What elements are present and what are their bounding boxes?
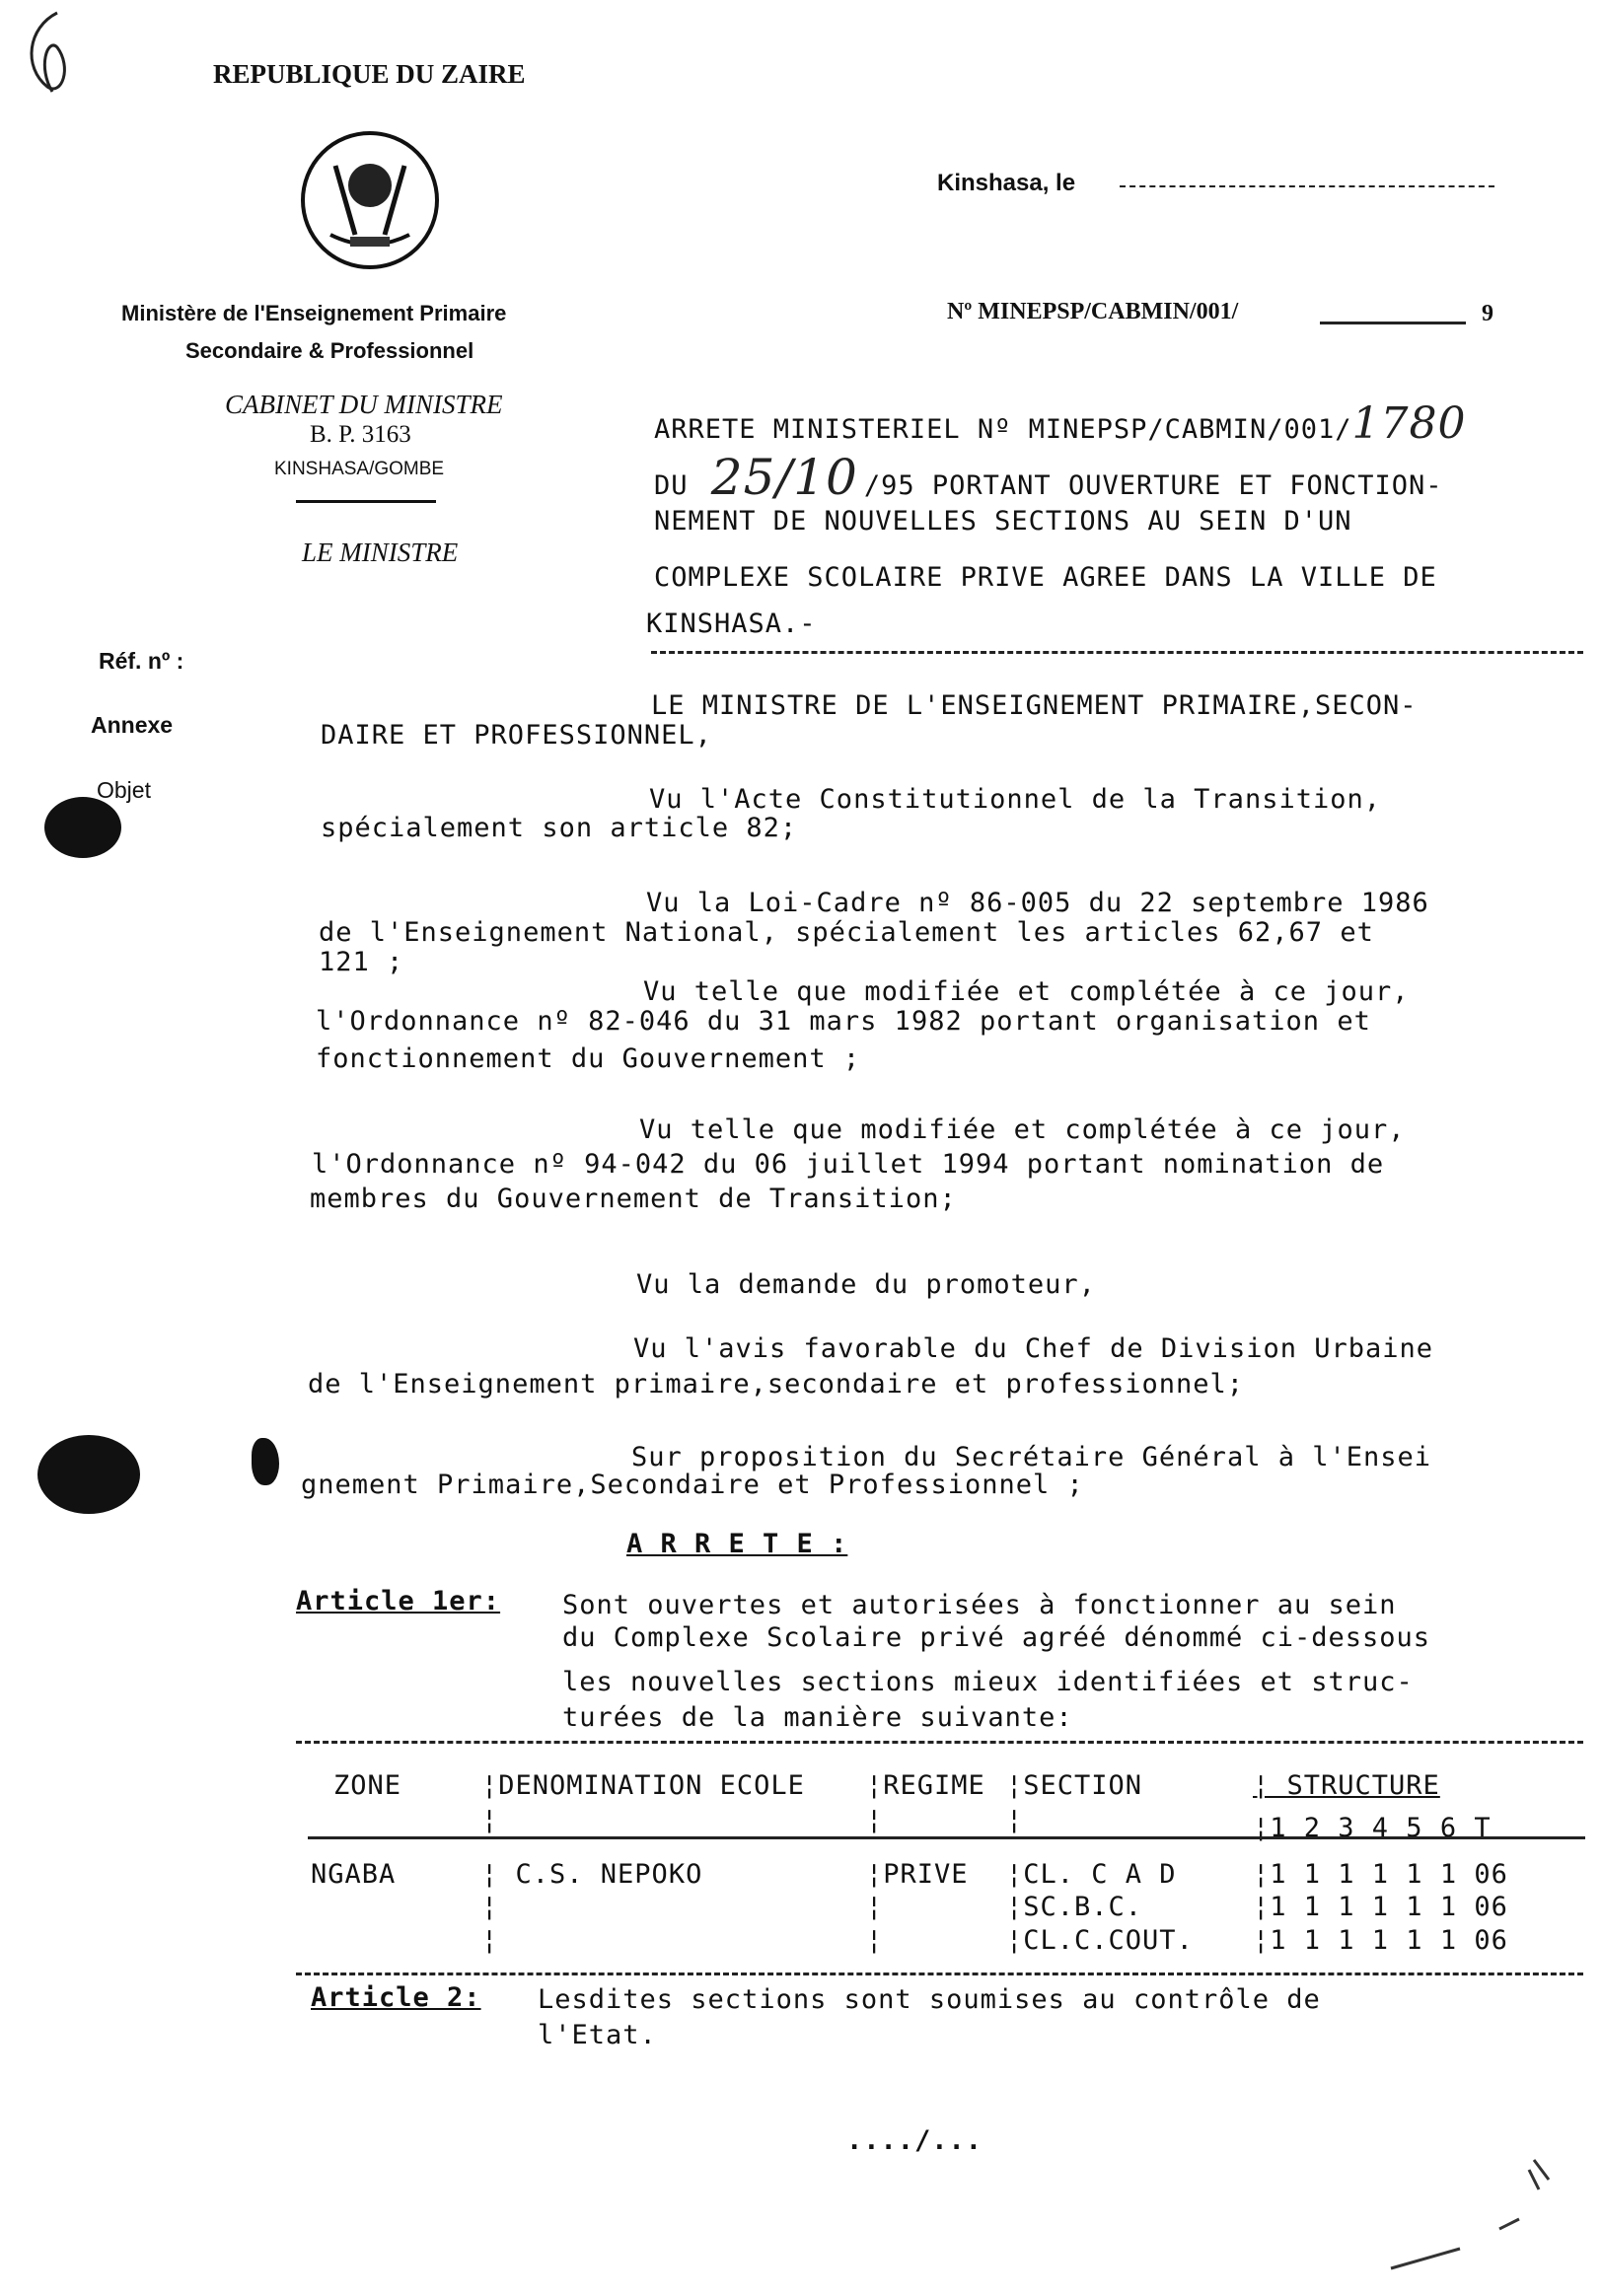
vu6-line-2: de l'Enseignement primaire,secondaire et professionnel; [308, 1369, 1245, 1399]
reference-suffix: 9 [1482, 301, 1493, 326]
handwritten-date: 25/10 [710, 449, 858, 506]
arrete-heading: A R R E T E : [626, 1529, 848, 1559]
minister-line-1: LE MINISTRE DE L'ENSEIGNEMENT PRIMAIRE,SECON- [651, 690, 1418, 721]
vu2-line-1: Vu la Loi-Cadre nº 86-005 du 22 septembre 1986 [646, 888, 1429, 918]
title-dashed-rule [651, 651, 1583, 654]
table-row-denomination: ¦ C.S. NEPOKO [481, 1859, 703, 1890]
table-row-structure-text: 1 1 1 1 1 1 06 [1270, 1925, 1508, 1956]
reference-number: Nº MINEPSP/CABMIN/001/ [947, 299, 1239, 324]
margin-scribble-mark [18, 8, 77, 97]
table-top-rule [296, 1741, 1583, 1744]
title-line-4: COMPLEXE SCOLAIRE PRIVE AGREE DANS LA VILLE DE [654, 562, 1437, 593]
structure-subheader: ¦1 2 3 4 5 6 T [1253, 1813, 1492, 1843]
article-1-label: Article 1er: [296, 1586, 501, 1616]
city-label: KINSHASA/GOMBE [274, 459, 445, 479]
vu1-line-2: spécialement son article 82; [321, 813, 798, 843]
proposition-line-2: gnement Primaire,Secondaire et Professionnel ; [301, 1470, 1084, 1500]
article-2-line-2: l'Etat. [538, 2020, 657, 2050]
margin-scribble-mark [1381, 2150, 1578, 2288]
title-line-2-text: /95 PORTANT OUVERTURE ET FONCTION- [863, 470, 1443, 501]
col-divider: ¦ [481, 1892, 499, 1922]
col-divider: ¦ [1006, 1805, 1024, 1835]
table-header-rule [308, 1836, 1585, 1839]
title-line-3: NEMENT DE NOUVELLES SECTIONS AU SEIN D'UN [654, 506, 1352, 537]
table-row-structure-text: 1 1 1 1 1 1 06 [1270, 1859, 1508, 1890]
table-row-structure: ¦1 1 1 1 1 1 06 [1253, 1859, 1508, 1890]
col-divider: ¦ [866, 1892, 884, 1922]
le-ministre-label: LE MINISTRE [302, 538, 459, 567]
ink-blot-mark [44, 797, 121, 858]
title-line-1 [654, 398, 1466, 449]
table-row-denomination-text: C.S. NEPOKO [515, 1859, 703, 1890]
objet-label: Objet [97, 777, 151, 803]
vu1-line-1: Vu l'Acte Constitutionnel de la Transition, [649, 784, 1381, 815]
col-divider: ¦ [866, 1925, 884, 1956]
col-divider: ¦ [481, 1925, 499, 1956]
table-row-regime-text: PRIVE [883, 1859, 969, 1890]
ink-blot-mark [252, 1438, 279, 1485]
table-row-structure-text: 1 1 1 1 1 1 06 [1270, 1892, 1508, 1922]
table-bottom-rule [296, 1973, 1583, 1975]
vu4-line-3: membres du Gouvernement de Transition; [310, 1184, 957, 1214]
col-header-regime: ¦REGIME [866, 1770, 985, 1801]
table-row-section: ¦CL.C.COUT. [1006, 1925, 1194, 1956]
table-row-section-text: SC.B.C. [1023, 1892, 1143, 1922]
vu3-line-2: l'Ordonnance nº 82-046 du 31 mars 1982 portant organisation et [316, 1006, 1371, 1037]
vu2-line-3: 121 ; [319, 947, 404, 977]
ref-label: Réf. nº : [99, 648, 184, 674]
proposition-line-1: Sur proposition du Secrétaire Général à l'Ensei [631, 1442, 1432, 1472]
col-header-denomination-text: DENOMINATION ECOLE [498, 1770, 805, 1801]
handwritten-decree-number: 1780 [1351, 398, 1467, 449]
table-row-regime: ¦PRIVE [866, 1859, 969, 1890]
coat-of-arms-seal-icon [296, 126, 444, 274]
title-du: DU [654, 470, 689, 501]
col-header-section: ¦SECTION [1006, 1770, 1143, 1801]
ministry-line-2: Secondaire & Professionnel [185, 338, 474, 363]
title-line-1-text: ARRETE MINISTERIEL Nº MINEPSP/CABMIN/001/ [654, 414, 1352, 445]
vu3-line-3: fonctionnement du Gouvernement ; [316, 1043, 861, 1074]
table-row-zone: NGABA [311, 1859, 397, 1890]
col-header-denomination: ¦DENOMINATION ECOLE [481, 1770, 805, 1801]
col-header-regime-text: REGIME [883, 1770, 985, 1801]
minister-line-2: DAIRE ET PROFESSIONNEL, [321, 720, 712, 751]
col-divider: ¦ [866, 1805, 884, 1835]
title-line-2 [654, 449, 1443, 506]
col-divider: ¦ [481, 1805, 499, 1835]
vu4-line-2: l'Ordonnance nº 94-042 du 06 juillet 1994 portant nomination de [312, 1149, 1385, 1180]
table-row-section-text: CL.C.COUT. [1023, 1925, 1194, 1956]
reference-blank-line [1320, 322, 1466, 324]
structure-subheader-text: 1 2 3 4 5 6 T [1270, 1813, 1492, 1843]
article-1-line-2: du Complexe Scolaire privé agréé dénommé ci-dessous [562, 1622, 1431, 1653]
title-line-5: KINSHASA.- [646, 609, 817, 639]
vu2-line-2: de l'Enseignement National, spécialement les articles 62,67 et [319, 917, 1374, 948]
annexe-label: Annexe [91, 712, 174, 738]
date-blank-line [1120, 185, 1494, 187]
table-row-structure: ¦1 1 1 1 1 1 06 [1253, 1925, 1508, 1956]
table-row-section: ¦SC.B.C. [1006, 1892, 1143, 1922]
article-1-line-3: les nouvelles sections mieux identifiées et struc- [562, 1667, 1414, 1697]
vu6-line-1: Vu l'avis favorable du Chef de Division Urbaine [633, 1333, 1434, 1364]
ink-blot-mark [37, 1435, 140, 1514]
continuation-mark: ..../... [846, 2125, 983, 2156]
ministry-line-1: Ministère de l'Enseignement Primaire [121, 301, 507, 325]
vu5-line: Vu la demande du promoteur, [636, 1269, 1096, 1300]
col-header-section-text: SECTION [1023, 1770, 1143, 1801]
article-2-line-1: Lesdites sections sont soumises au contrôle de [538, 1984, 1321, 2015]
vu3-line-1: Vu telle que modifiée et complétée à ce jour, [643, 976, 1410, 1007]
col-header-zone: ZONE [333, 1770, 402, 1801]
article-2-label: Article 2: [311, 1982, 481, 2013]
table-row-section: ¦CL. C A D [1006, 1859, 1177, 1890]
postal-box: B. P. 3163 [310, 421, 411, 448]
cabinet-heading: CABINET DU MINISTRE [225, 390, 503, 419]
col-header-structure: ¦ STRUCTURE [1253, 1770, 1440, 1801]
header-rule [296, 500, 436, 503]
article-1-line-1: Sont ouvertes et autorisées à fonctionner au sein [562, 1590, 1397, 1620]
table-row-structure: ¦1 1 1 1 1 1 06 [1253, 1892, 1508, 1922]
kinshasa-date-label: Kinshasa, le [937, 170, 1076, 196]
republic-heading: REPUBLIQUE DU ZAIRE [213, 59, 526, 89]
vu4-line-1: Vu telle que modifiée et complétée à ce jour, [639, 1114, 1406, 1145]
article-1-line-4: turées de la manière suivante: [562, 1702, 1073, 1733]
table-row-section-text: CL. C A D [1023, 1859, 1177, 1890]
col-header-structure-text: STRUCTURE [1286, 1770, 1440, 1801]
